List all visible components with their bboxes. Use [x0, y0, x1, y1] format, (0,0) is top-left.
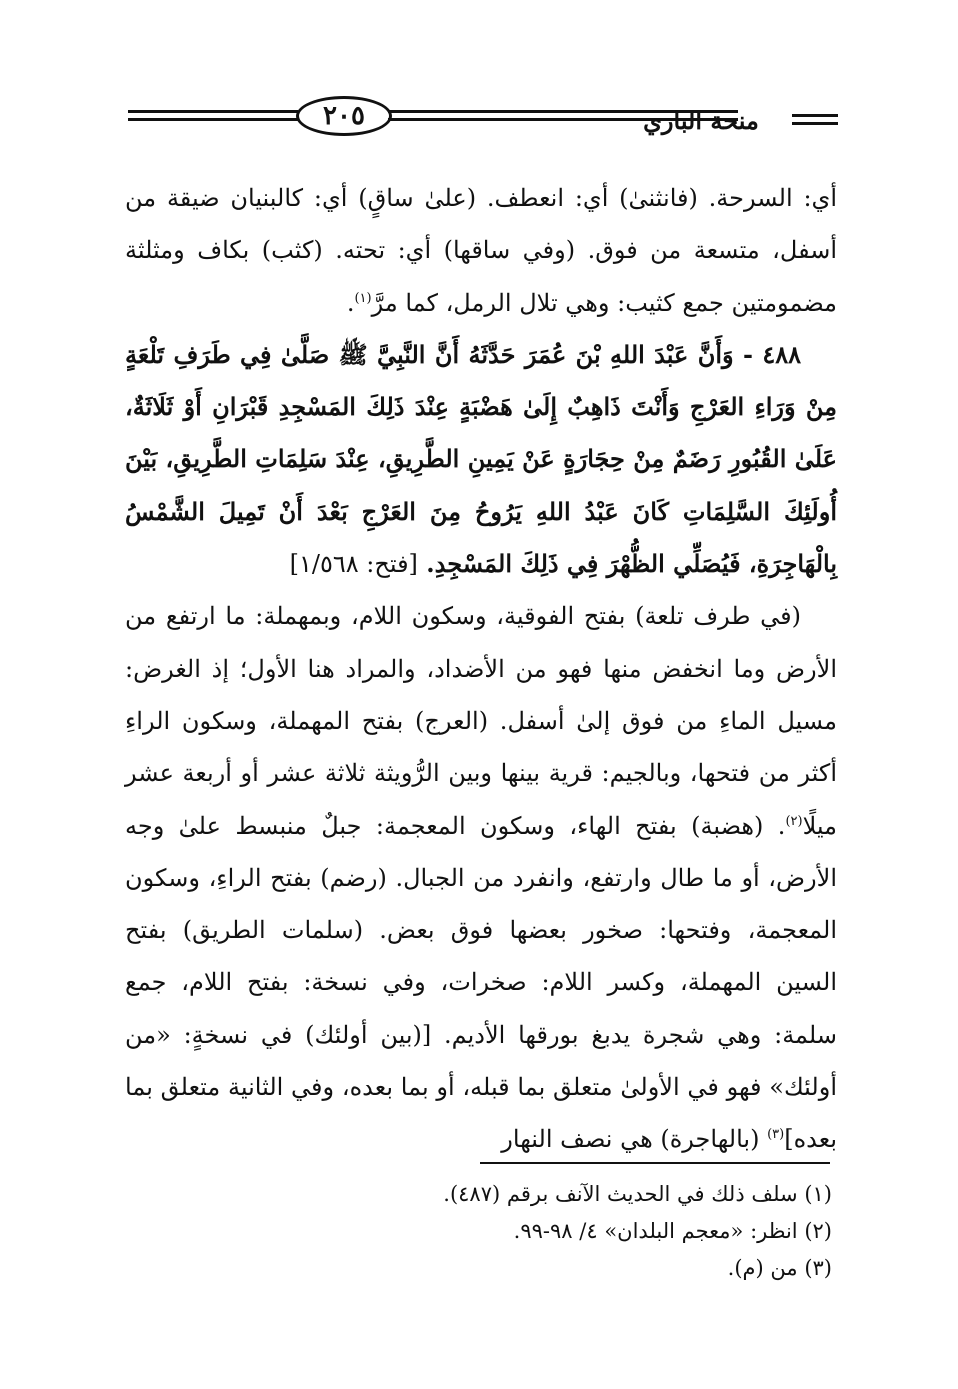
- page-header: [120, 92, 838, 152]
- footnote-divider: [480, 1162, 830, 1164]
- footnote-2: (٢) انظر: «معجم البلدان» ٤/ ٩٨-٩٩.: [513, 1219, 832, 1243]
- footnote-ref-2: (٢): [785, 813, 803, 829]
- book-title: منحة الباري: [643, 106, 759, 135]
- hadith-reference: [فتح: ١/٥٦٨]: [289, 550, 418, 579]
- footnote-ref-3: (٣): [767, 1127, 785, 1143]
- header-rule-right: [792, 114, 838, 125]
- paragraph-end: (بالهاجرة) هي نصف النهار: [501, 1125, 768, 1154]
- paragraph-commentary-2: [125, 590, 837, 1165]
- hadith-body: ٤٨٨ - وَأَنَّ عَبْدَ اللهِ بْنَ عُمَرَ حَدَّثَهُ أَنَّ النَّبِيَّ ﷺ صَلَّىٰ فِي طَرَفِ تَلْعَةٍ مِنْ وَرَاءِ العَرْجِ وَأَنْتَ ذَاهِبٌ إِلَىٰ هَضْبَةٍ عِنْدَ ذَلِكَ المَسْجِدِ قَبْرَانِ أَوْ ثَلَاثَةٌ، عَلَىٰ القُبُورِ رَضَمٌ مِنْ حِجَارَةٍ عَنْ يَمِينِ الطَّرِيقِ، عِنْدَ سَلِمَاتِ الطَّرِيقِ، بَيْنَ أُولَئِكَ السَّلِمَاتِ كَانَ عَبْدُ اللهِ يَرُوحُ مِنَ العَرْجِ بَعْدَ أَنْ تَمِيلَ الشَّمْسُ بِالْهَاجِرَةِ، فَيُصَلِّي الظُّهْرَ فِي ذَلِكَ المَسْجِدِ.: [125, 339, 837, 579]
- main-text: [125, 172, 837, 1166]
- footnote-ref-1: (١): [354, 290, 372, 306]
- page-number: ٢٠٥: [296, 96, 392, 136]
- footnote-3: (٣) من (م).: [727, 1256, 832, 1280]
- paragraph-text: (في طرف تلعة) بفتح الفوقية، وسكون اللام، وبمهملة: ما ارتفع من الأرض وما انخفض منها فهو من الأضداد، والمراد هنا الأول؛ إذ الغرض: مسيل الماءِ من فوق إلىٰ أسفل. (العرج) بفتح المهملة، وسكون الراءِ أكثر من فتحها، وبالجيم: قرية بينها وبين الرُّويثة ثلاثة عشر أو أربعة عشر ميلًا: [125, 602, 837, 840]
- footnote-1: (١) سلف ذلك في الحديث الآنف برقم (٤٨٧).: [443, 1182, 832, 1206]
- header-rule-left: [128, 110, 298, 121]
- paragraph-end: .: [346, 288, 355, 317]
- footnotes: [300, 1176, 832, 1287]
- paragraph-text-continued: . (هضبة) بفتح الهاء، وسكون المعجمة: جبلٌ منبسط علىٰ وجه الأرض، أو ما طال وارتفع، وانفرد من الجبال. (رضم) بفتح الراءِ، وسكون المعجمة، وفتحها: صخور بعضها فوق بعض. (سلمات الطريق) بفتح السين المهملة، وكسر اللام: صخرات، وفي نسخة: بفتح اللام، جمع سلمة: وهي شجرة يدبغ بورقها الأديم. [(بين أولئك) في نسخةٍ: «من أولئك» فهو في الأولىٰ متعلق بما قبله، أو بما بعده، وفي الثانية متعلق بما بعده]: [125, 811, 837, 1154]
- paragraph-commentary-1: [125, 172, 837, 329]
- hadith-text: [125, 329, 837, 590]
- paragraph-text: أي: السرحة. (فانثنىٰ) أي: انعطف. (علىٰ ساقٍ) أي: كالبنيان ضيقة من أسفل، متسعة من فوق. (وفي ساقها) أي: تحته. (كثب) بكاف ومثلثة مضمومتين جمع كثيب: وهي تلال الرمل، كما مرَّ: [125, 184, 837, 317]
